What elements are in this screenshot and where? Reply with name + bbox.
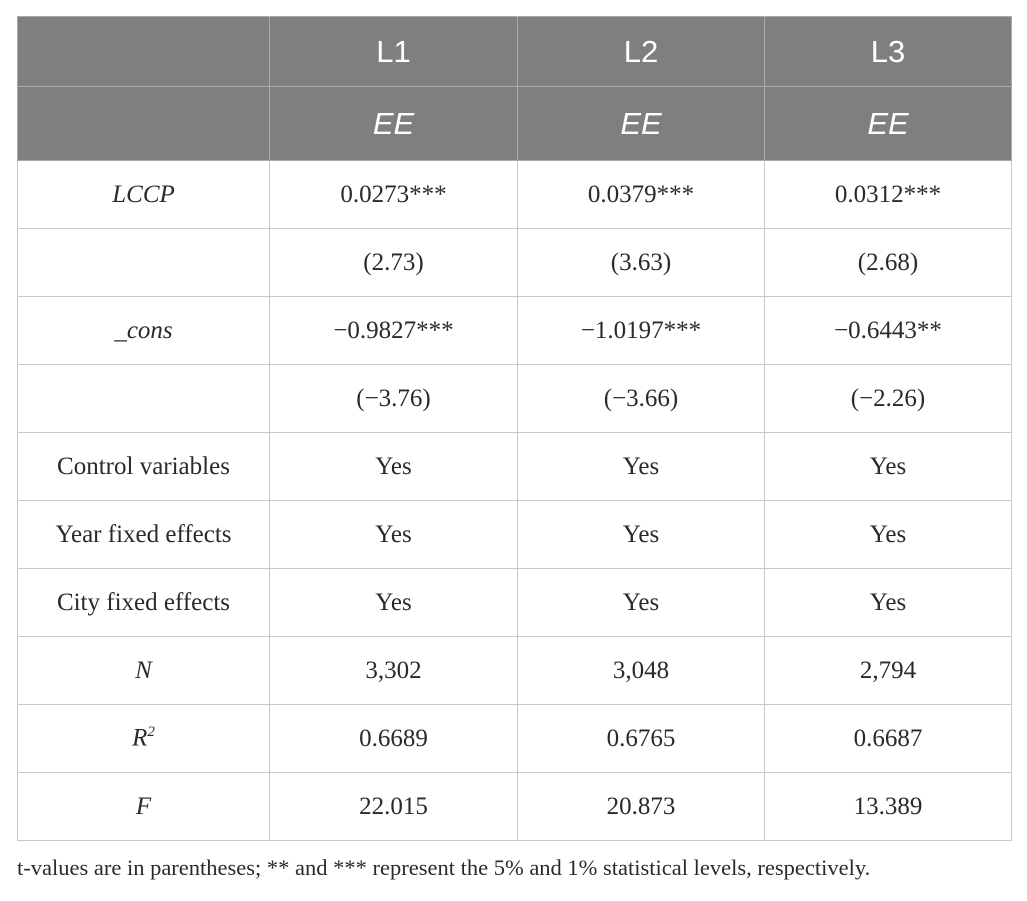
cell-l1: Yes xyxy=(270,501,518,569)
cell-l1: (−3.76) xyxy=(270,365,518,433)
row-label xyxy=(18,705,270,773)
table-footnote: t-values are in parentheses; ** and *** represent the 5% and 1% statistical levels, respectively. xyxy=(17,855,871,880)
cell-l2: Yes xyxy=(518,433,765,501)
cell-l2: 0.6765 xyxy=(518,705,765,773)
cell-l3: Yes xyxy=(765,433,1012,501)
table-body xyxy=(18,161,1012,841)
cell-l2: (3.63) xyxy=(518,229,765,297)
table-row-lccp-tvalues xyxy=(18,229,1012,297)
cell-l2: 3,048 xyxy=(518,637,765,705)
cell-l2: Yes xyxy=(518,569,765,637)
table-row-n xyxy=(18,637,1012,705)
cell-l1: 3,302 xyxy=(270,637,518,705)
cell-l3: 0.0312*** xyxy=(765,161,1012,229)
row-label-text: R xyxy=(132,724,148,752)
row-label: Year fixed effects xyxy=(18,501,270,569)
table-row-lccp xyxy=(18,161,1012,229)
cell-l2: (−3.66) xyxy=(518,365,765,433)
header-l3: L3 xyxy=(765,17,1012,87)
cell-l3: 0.6687 xyxy=(765,705,1012,773)
row-label xyxy=(18,229,270,297)
row-label: N xyxy=(18,637,270,705)
table-row-year-fixed-effects xyxy=(18,501,1012,569)
regression-table xyxy=(17,16,1012,841)
subheader-l1: EE xyxy=(270,87,518,161)
table-row-city-fixed-effects xyxy=(18,569,1012,637)
row-label: LCCP xyxy=(18,161,270,229)
cell-l1: Yes xyxy=(270,433,518,501)
cell-l3: (−2.26) xyxy=(765,365,1012,433)
header-row-models xyxy=(18,17,1012,87)
cell-l2: 20.873 xyxy=(518,773,765,841)
row-label: F xyxy=(18,773,270,841)
cell-l1: 22.015 xyxy=(270,773,518,841)
cell-l1: Yes xyxy=(270,569,518,637)
row-label: _cons xyxy=(18,297,270,365)
cell-l3: Yes xyxy=(765,569,1012,637)
cell-l2: −1.0197*** xyxy=(518,297,765,365)
cell-l2: 0.0379*** xyxy=(518,161,765,229)
cell-l3: Yes xyxy=(765,501,1012,569)
cell-l2: Yes xyxy=(518,501,765,569)
table-row-cons-tvalues xyxy=(18,365,1012,433)
cell-l1: (2.73) xyxy=(270,229,518,297)
table-row-cons xyxy=(18,297,1012,365)
table-row-r-squared xyxy=(18,705,1012,773)
cell-l3: (2.68) xyxy=(765,229,1012,297)
row-label-superscript: 2 xyxy=(147,724,155,741)
table-row-control-variables xyxy=(18,433,1012,501)
row-label xyxy=(18,365,270,433)
table-header xyxy=(18,17,1012,161)
header-l2: L2 xyxy=(518,17,765,87)
table-row-f xyxy=(18,773,1012,841)
cell-l1: −0.9827*** xyxy=(270,297,518,365)
cell-l1: 0.0273*** xyxy=(270,161,518,229)
cell-l3: −0.6443** xyxy=(765,297,1012,365)
cell-l1: 0.6689 xyxy=(270,705,518,773)
subheader-corner xyxy=(18,87,270,161)
row-label: Control variables xyxy=(18,433,270,501)
header-row-dependent-variable xyxy=(18,87,1012,161)
subheader-l2: EE xyxy=(518,87,765,161)
row-label: City fixed effects xyxy=(18,569,270,637)
cell-l3: 13.389 xyxy=(765,773,1012,841)
header-corner xyxy=(18,17,270,87)
header-l1: L1 xyxy=(270,17,518,87)
cell-l3: 2,794 xyxy=(765,637,1012,705)
subheader-l3: EE xyxy=(765,87,1012,161)
